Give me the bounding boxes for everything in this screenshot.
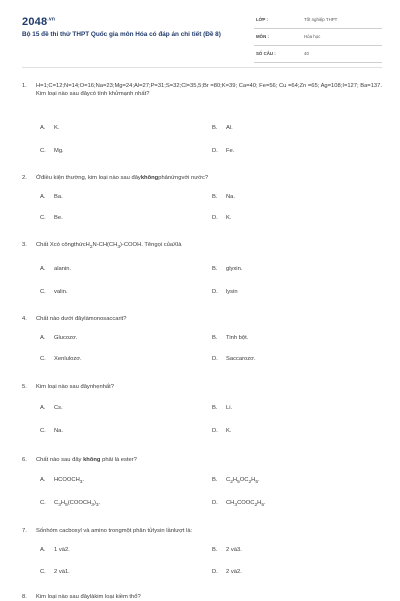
- option-letter: C.: [40, 500, 46, 506]
- header: [22, 14, 382, 60]
- option-text: 2 và1.: [54, 569, 70, 575]
- option-text: Mg.: [54, 148, 64, 154]
- option-letter: D.: [212, 569, 218, 575]
- option-letter: D.: [212, 215, 218, 221]
- option-letter: D.: [212, 428, 218, 434]
- logo-text: 2048: [22, 16, 48, 28]
- header-divider: [22, 67, 382, 68]
- question-text-part: )-COOH. Têngọi củaXlà: [120, 242, 182, 248]
- option-letter: A.: [40, 335, 46, 341]
- option-text: Saccarozơ.: [226, 356, 256, 362]
- option-text: Na.: [54, 428, 64, 434]
- option-text: Xenlulozơ.: [54, 356, 82, 362]
- meta-value: Hóa học: [304, 34, 321, 39]
- subscript: 3: [91, 503, 94, 509]
- subscript: 3: [234, 503, 238, 509]
- option-text: 2 và2.: [226, 569, 242, 575]
- question-number: 6.: [22, 457, 27, 463]
- option-text: K.: [226, 428, 232, 434]
- subscript: 5: [65, 503, 68, 509]
- option-text: Fe.: [226, 148, 235, 154]
- option-letter: A.: [40, 405, 46, 411]
- question-text-part: Ởđiều kiện thường, kim loại nào sau đây: [36, 175, 141, 181]
- option-letter: B.: [212, 266, 218, 272]
- option-letter: D.: [212, 289, 218, 295]
- option-text: glyxin.: [226, 266, 243, 272]
- question-number: 5.: [22, 384, 27, 390]
- question-text: [36, 82, 382, 98]
- option-text: 2 và3.: [226, 547, 242, 553]
- option-letter: B.: [212, 477, 218, 483]
- option-text: Cs.: [54, 405, 63, 411]
- question-text-part: Chất nào sau đây: [36, 457, 82, 463]
- subscript: 5: [261, 503, 265, 509]
- option-letter: A.: [40, 266, 46, 272]
- option-letter: D.: [212, 356, 218, 362]
- question-number: 2.: [22, 175, 27, 181]
- meta-label: SỐ CÂU :: [256, 51, 276, 56]
- exam-meta: [254, 14, 382, 63]
- question-text: Kim loại nào sau đâynhẹnhất?: [36, 384, 114, 390]
- question-prompt: Kim loại nào sau đâycó tính khửmạnh nhất?: [36, 91, 150, 97]
- atomic-masses: H=1;C=12;N=14;O=16;Na=23;Mg=24;Al=27;P=31;S=32;Cl=35,5;Br =80;K=39; Ca=40; Fe=56; Cu =64;Zn =65; Ag=108;I=127; Ba=137.: [36, 83, 382, 89]
- subscript: 3: [58, 503, 61, 509]
- option-text: valin.: [54, 289, 68, 295]
- formula-part: H: [251, 477, 256, 483]
- option-letter: B.: [212, 547, 218, 553]
- subscript: 2: [230, 480, 233, 486]
- option-text: Ba.: [54, 194, 63, 200]
- option-letter: B.: [212, 335, 218, 341]
- subscript: 2: [254, 503, 258, 509]
- option-letter: B.: [212, 194, 218, 200]
- subscript: 3: [117, 245, 120, 251]
- subscript: 5: [237, 480, 240, 486]
- option-text: K.: [54, 125, 60, 131]
- formula-part: OC: [239, 477, 249, 483]
- emphasis-text: không: [140, 175, 159, 181]
- option-letter: D.: [212, 148, 218, 154]
- question-number: 1.: [22, 83, 27, 89]
- formula-part: ): [93, 500, 96, 506]
- subscript: 2: [248, 480, 252, 486]
- formula-part: .: [98, 500, 101, 506]
- option-text: Li.: [226, 405, 233, 411]
- site-logo[interactable]: [22, 16, 55, 28]
- question-text: Chất nào dưới đâylàmonosaccarit?: [36, 316, 127, 322]
- formula-part: HCOOCH: [54, 477, 80, 483]
- option-text: 1 và2.: [54, 547, 70, 553]
- question-text-part: phảnứngvới nước?: [158, 175, 209, 181]
- formula-part: .: [82, 477, 85, 483]
- formula-part: COOC: [237, 500, 255, 506]
- question-number: 4.: [22, 316, 27, 322]
- meta-value: 40: [304, 51, 309, 56]
- option-text: Glucozơ.: [54, 335, 78, 341]
- option-formula: [54, 477, 84, 485]
- option-letter: C.: [40, 215, 46, 221]
- emphasis-text: không: [83, 457, 101, 463]
- formula-part: CH: [226, 500, 235, 506]
- option-letter: C.: [40, 569, 46, 575]
- meta-label: MÔN :: [256, 34, 269, 39]
- question-text-part: Chất Xcó côngthứcH: [36, 242, 90, 248]
- subscript: 3: [79, 480, 83, 486]
- option-formula: [226, 500, 266, 508]
- question-text-part: phải là ester?: [102, 457, 137, 463]
- option-text: Na.: [226, 194, 236, 200]
- formula-part: .: [258, 477, 260, 483]
- question-text-part: N-CH(CH: [92, 242, 118, 248]
- subscript: 3: [95, 503, 99, 509]
- meta-class-row: [254, 14, 382, 29]
- formula-part: H: [257, 500, 262, 506]
- formula-part: C: [54, 500, 59, 506]
- option-formula: [226, 477, 260, 485]
- option-letter: D.: [212, 500, 218, 506]
- option-letter: C.: [40, 356, 46, 362]
- option-text: lysin: [226, 289, 238, 295]
- option-letter: C.: [40, 148, 46, 154]
- option-letter: B.: [212, 405, 218, 411]
- option-letter: A.: [40, 194, 46, 200]
- meta-count-row: [254, 48, 382, 63]
- option-text: K.: [226, 215, 232, 221]
- option-letter: B.: [212, 125, 218, 131]
- page-title: Bộ 15 đề thi thử THPT Quốc gia môn Hóa có đáp án chi tiết (Đề 8): [22, 31, 221, 38]
- option-text: alanin.: [54, 266, 72, 272]
- option-letter: A.: [40, 477, 46, 483]
- meta-label: LỚP :: [256, 17, 268, 22]
- option-letter: A.: [40, 125, 46, 131]
- question-text: [36, 174, 382, 182]
- question-text: [36, 241, 382, 252]
- logo-suffix: .vn: [47, 16, 56, 23]
- formula-part: C: [226, 477, 231, 483]
- option-text: Tinh bột.: [226, 335, 249, 341]
- question-text: Sốnhóm cacboxyl và amino trongmột phân tửlysin lầnlượt là:: [36, 528, 193, 534]
- question-text: Kim loại nào sau đâylàkim loại kiềm thổ?: [36, 594, 141, 600]
- option-formula: [54, 500, 100, 508]
- question-text: [36, 456, 382, 464]
- formula-part: H: [232, 477, 238, 483]
- question-number: 3.: [22, 242, 27, 248]
- meta-value: Tốt nghiệp THPT: [304, 17, 338, 22]
- option-text: Al.: [226, 125, 233, 131]
- question-number: 7.: [22, 528, 27, 534]
- formula-part: .: [264, 500, 266, 506]
- option-letter: C.: [40, 428, 46, 434]
- subscript: 5: [255, 480, 259, 486]
- formula-part: (COOCH: [67, 500, 92, 506]
- question-number: 8.: [22, 594, 27, 600]
- option-letter: A.: [40, 547, 46, 553]
- option-letter: C.: [40, 289, 46, 295]
- meta-subject-row: [254, 31, 382, 46]
- subscript: 2: [89, 245, 93, 251]
- formula-part: H: [60, 500, 66, 506]
- option-text: Be.: [54, 215, 63, 221]
